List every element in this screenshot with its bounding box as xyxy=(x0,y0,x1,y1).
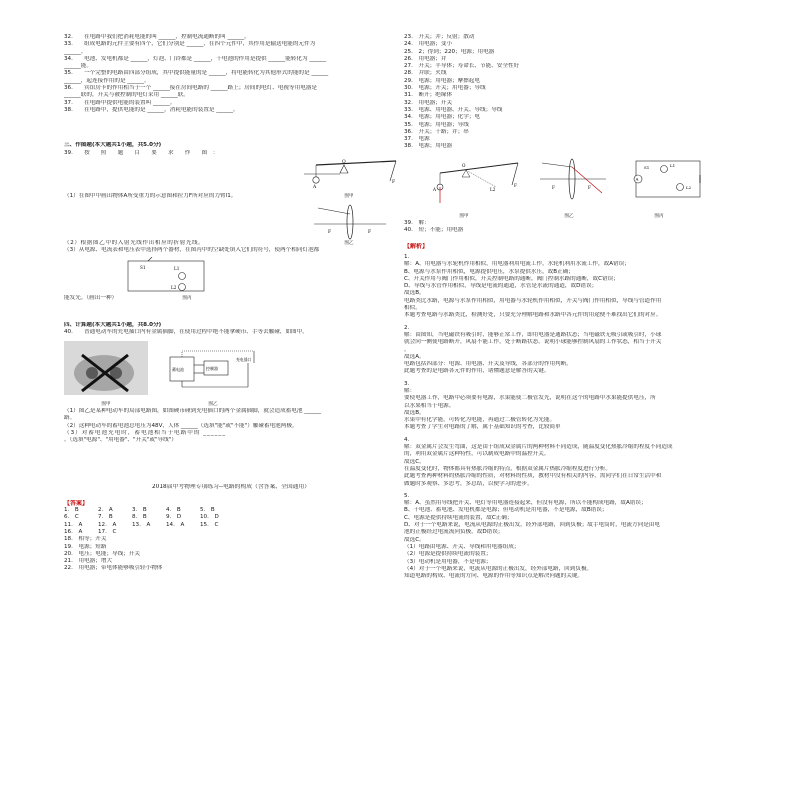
ebike-circuit-figure xyxy=(168,349,268,391)
answer-line: 34. 电源；用电器；化学；电 xyxy=(404,114,481,121)
answer-row xyxy=(64,522,398,529)
analysis-line: 的，利用双金属片这种特性，可以制成电路中的温控开关。 xyxy=(404,451,550,458)
analysis-line: 电路类比水路，电源与水泵作用相似，用电器与水轮机作用相似，开关与阀门作用相似，导线与管道作用 xyxy=(404,297,662,304)
document-title: 2018届中考物理专项练习--电路的构成（含答案、全国通用） xyxy=(151,484,311,491)
answer-label-A: A xyxy=(433,186,437,192)
analysis-line: 要使电器工作，电路中必须要有电源，水果能使二极管发光，说明在这个的电路中水果能提供电压，所 xyxy=(404,395,656,402)
label-L2: L2 xyxy=(171,284,177,290)
section-4-title: 四、计算题(本大题共1小题，共8.0分) xyxy=(64,322,162,329)
lens-figure xyxy=(310,202,390,242)
label-A: A xyxy=(313,184,317,190)
charging-port-photo xyxy=(64,341,148,395)
answer-cell: 3. B xyxy=(132,507,147,514)
q39-figure-jia-area xyxy=(64,157,398,193)
analysis-line: 相似。 xyxy=(404,305,421,312)
answer-line: 31. 断开；绝缘体 xyxy=(404,92,453,99)
analysis-line: D、对于一个电路来说，电流从电源的正极出发，经外部电路，回到负极；故手电筒时，电流方向是由电 xyxy=(404,522,661,529)
label-O: O xyxy=(342,159,346,165)
answer-line: 20. 电压；电能；导线；开关 xyxy=(64,550,141,557)
analysis-line: 就会向一侧使电路断开，风扇不能工作，处于断路状态。说明小球能够控制风扇的工作状态，相当于开关 xyxy=(404,339,662,346)
q40-sub3b: 。（选填"电源"、"用电器"、"开关"或"导线"） xyxy=(64,437,177,444)
answer-row xyxy=(64,529,398,536)
controller-label: 控制器 xyxy=(206,365,218,371)
analysis-line: 水果中有化学能，可转化为电能，再通过二极管转化为光能。 xyxy=(404,417,556,424)
q39-figure-yi-area xyxy=(64,200,398,240)
analysis-line: 解：由图知，当电磁铁有吸引时，能够正常工作，即用电器是通路状态；当电磁铁无吸引或吸引时，小球 xyxy=(404,331,662,338)
answer-cell xyxy=(200,529,234,536)
q40-figure-area xyxy=(64,337,398,401)
q39-sub1-row xyxy=(64,193,398,200)
q39-answer-figures xyxy=(404,151,740,213)
answer-row xyxy=(64,507,398,514)
fill-in-question-line: 36. 宾馆房卡的作用相当于一个 ______接在房间电路的 ______路上；房间的电灯、电视等用电器是 xyxy=(64,85,317,92)
answer-label-S1: S1 xyxy=(644,164,650,170)
lever-figure xyxy=(304,157,404,193)
fill-in-question-line: 38. 在电路中，提供电能的是 ______，消耗电能的装置是 ______。 xyxy=(64,106,239,113)
analysis-line: 做题时多观察、多思考，多总结，以便学习的进步。 xyxy=(404,480,533,487)
left-column xyxy=(64,34,398,573)
answer-lens-figure xyxy=(538,153,608,209)
analysis-line: 在温度变化时，物体都具有热胀冷缩的特点，根据双金属片热胀冷缩程度进行分析。 xyxy=(404,465,611,472)
answer-label-F1: F xyxy=(552,184,555,190)
analysis-line: 本题考查电路与水路类比，检测好处，只要充分理解电路和水路中各元件的用途便不难找出它们的对应。 xyxy=(404,312,662,319)
answer-cell: 1. B xyxy=(64,507,79,514)
analysis-line: 以水果相当于电源。 xyxy=(404,402,455,409)
analysis-label: 【解析】 xyxy=(404,242,429,250)
answer-label-F2: F xyxy=(588,184,591,190)
answer-line: 32. 用电器；开关 xyxy=(404,99,453,106)
answer-line: 26. 用电器；并 xyxy=(404,55,447,62)
label-F: F xyxy=(392,179,396,185)
q39-sub1: （1）在图甲中画出物体A所受重力的示意图和拉力F所对应的力臂l1。 xyxy=(64,192,237,199)
analysis-line: 2. xyxy=(404,324,410,331)
answer-line: 21. 用电器；增大 xyxy=(64,558,113,565)
answer-cell: 6. C xyxy=(64,514,79,521)
analysis-line: 解： xyxy=(404,387,416,394)
answer-label-L1: L1 xyxy=(670,162,676,168)
answer-cell: 12. A xyxy=(98,521,117,528)
answer-label-L2: L2 xyxy=(686,184,692,190)
analysis-body xyxy=(404,254,740,580)
ammeter-symbol: A xyxy=(635,176,639,182)
analysis-line: （2）电源是提供持续电流的装置； xyxy=(404,551,492,558)
analysis-line: 3. xyxy=(404,380,410,387)
q39-answer-label: 39. 解： xyxy=(404,220,430,227)
analysis-line: D、导线与水管作用相似，导线是电流的通道，水管是水流的通道，故D错误； xyxy=(404,283,598,290)
q39-sub2: （2）根据图乙中的入射光线作出相应的折射光线。 xyxy=(64,240,205,247)
answer-row xyxy=(64,514,398,521)
answer-line: 36. 开关；干路；并；串 xyxy=(404,128,469,135)
answer-line: 24. 用电器；变小 xyxy=(404,41,453,48)
analysis-line: 1. xyxy=(404,253,410,260)
fill-in-question-line: 34. 电池、发电机都是 ______，灯泡、门铃都是 ______，干电池的作用是提供 ______能转化为 ______ xyxy=(64,55,327,62)
fig-bing-caption: 图丙 xyxy=(182,295,192,301)
analysis-line: 故选B。 xyxy=(404,290,425,297)
analysis-line: 故选C。 xyxy=(404,536,425,543)
answer-fig-jia-caption: 图甲 xyxy=(459,213,469,219)
fig-yi-caption: 图乙 xyxy=(344,241,354,247)
analysis-line: 知道电路的构成、电流的方向、电源的作用等知识点是解决问题的关键。 xyxy=(404,573,584,580)
label-S1: S1 xyxy=(140,264,146,270)
q40-text: 40. 普通电动车的充电插口内有金属插脚，在使用过程中绝不能拿硬币、手等去触碰，如图甲。 xyxy=(64,329,308,336)
label-F-right: F xyxy=(368,230,372,236)
answer-line: 35. 电源；用电器；导线 xyxy=(404,121,469,128)
analysis-line: B、干电池、蓄电池、发电机都是电源；但电动机是用电器，不是电源，故B错误； xyxy=(404,507,608,514)
answer-cell: 17. C xyxy=(98,528,117,535)
fill-in-question-line: ______能。 xyxy=(64,63,92,70)
answer-cell: 5. B xyxy=(200,507,215,514)
answer-line: 25. 2；得到；220；电源；用电器 xyxy=(404,48,495,55)
fill-in-question-line: ______，起连接作用的是 ______。 xyxy=(64,77,150,84)
port-label: 充电插口 xyxy=(236,356,252,362)
fill-in-question-line: ______。 xyxy=(64,48,87,55)
answer-cell: 8. B xyxy=(132,514,147,521)
answer-cell: 2. A xyxy=(98,507,113,514)
q39-figure-bing-area xyxy=(64,255,398,295)
label-F-left: F xyxy=(328,230,332,236)
fig-jia-caption: 图甲 xyxy=(344,193,354,199)
answer-lines-right xyxy=(404,34,740,151)
answer-lever-figure xyxy=(432,157,522,209)
answer-lines-left xyxy=(64,536,398,572)
answer-cell: 11. A xyxy=(64,521,83,528)
analysis-line: 本题考查了学生对电路的了解，属于基础知识的考查，比较简单 xyxy=(404,424,561,431)
answer-line: 33. 电源、用电器、开关、导线；导线 xyxy=(404,106,503,113)
analysis-line: 故选B。 xyxy=(404,409,425,416)
answer-label: 【答案】 xyxy=(64,499,89,507)
analysis-line: 4. xyxy=(404,436,410,443)
analysis-line: （4）对于一个电路来说，电流从电源的正极出发，经外部电路，回到负极。 xyxy=(404,565,593,572)
answer-line: 27. 开关；半导体；寿命长、节能、安全性好 xyxy=(404,63,520,70)
q39-heading: 39. 按 照 题 目 要 求 作 图 ： xyxy=(64,149,219,156)
analysis-line: 解：A、用电器与水轮机作用相似，用电器利用电流工作，水轮机利用水流工作，故A错误； xyxy=(404,261,630,268)
analysis-line: C、开关作用与阀门作用相似，开关控制电路的通断，阀门控制水路的通断，故C错误； xyxy=(404,275,619,282)
analysis-line: 解：A、虽然用导线把开关、电灯等用电器连接起来，但没有电源，所以不能构成电路，故A错误； xyxy=(404,500,647,507)
answer-line: 18. 相等；开关 xyxy=(64,536,107,543)
analysis-line: 故选C。 xyxy=(404,458,425,465)
q40-answer: 40. 短；不能；用电器 xyxy=(404,227,464,234)
analysis-line: （1）电路由电源、开关、导线和用电器组成； xyxy=(404,543,520,550)
fill-in-questions xyxy=(64,34,398,114)
answer-circuit-figure xyxy=(630,155,710,207)
analysis-line: 池的正极经过电流流向负极，故D错误； xyxy=(404,529,504,536)
answer-line: 37. 电源 xyxy=(404,136,430,143)
analysis-line: C、电源是提供持续电流的装置，故C正确； xyxy=(404,514,513,521)
answer-line: 30. 电源；开关；用电器；导线 xyxy=(404,85,486,92)
right-column xyxy=(404,34,740,580)
analysis-line: 此题考查的是电路各元件的作用，诸懂题意是解答的关键。 xyxy=(404,368,550,375)
answer-cell: 13. A xyxy=(132,521,151,528)
answer-label-F: F xyxy=(514,182,517,188)
q40-sub1: （1）图乙是某种电动车的局部电路图，如图硬币碰到充电插口的两个金属插脚，就会造成蓄电池 ______ xyxy=(64,407,322,414)
q39-sub3b: 能发光。（画出一种） xyxy=(64,294,118,301)
answer-line: 23. 开关；并；反射；散动 xyxy=(404,34,475,40)
section-3-title: 三、作图题(本大题共1小题，共5.0分) xyxy=(64,142,162,149)
analysis-line: 。 xyxy=(404,346,410,353)
answer-cell xyxy=(166,529,200,536)
answer-fig-yi-caption: 图乙 xyxy=(564,213,574,219)
analysis-line: 解：双金属片会发生弯曲，这是由于组成双金属片的两种材料不同造成，随温度变化热胀冷缩的程度不同造成 xyxy=(404,444,673,451)
answer-grid xyxy=(64,507,398,536)
fill-in-question-line: ______联的，开关与被控制的电灯采用 ______联。 xyxy=(64,92,189,99)
answer-line: 29. 电源；用电器；摩擦起电 xyxy=(404,77,481,84)
analysis-line: 5. xyxy=(404,492,410,499)
q40-sub3: （3）对蓄电池充电时，蓄电池相当于电路中的 ______ xyxy=(64,429,226,436)
analysis-line: 故选A。 xyxy=(404,353,425,360)
q40-sub1b: 路。 xyxy=(64,415,76,422)
answer-line: 22. 用电器；带电体能够吸引轻小物体 xyxy=(64,565,163,572)
battery-label: 蓄电池 xyxy=(172,366,184,372)
q39-sub3b-row xyxy=(64,295,398,302)
label-L1: L1 xyxy=(174,265,180,271)
answer-cell: 10. D xyxy=(200,514,219,521)
answer-cell xyxy=(132,529,166,536)
answer-cell: 16. A xyxy=(64,528,83,535)
q40-fig-jia-caption: 图甲 xyxy=(101,401,111,407)
answer-cell: 4. B xyxy=(166,507,181,514)
answer-line: 19. 电源；短路 xyxy=(64,543,107,550)
fill-in-question-line: 32. 在电路中我们把消耗电能的叫 ______，控制电流通断的叫 ______。 xyxy=(64,34,250,40)
answer-label-l1: L2 xyxy=(490,186,496,192)
q39-sub3: （3）从电源、电流表和电压表中选择两个器材，在图丙中的空缺处填入它们的符号，使两个相同灯泡都 xyxy=(64,247,320,254)
answer-line: 28. 并联；火线 xyxy=(404,70,447,77)
answer-line: 38. 电源；用电器 xyxy=(404,143,453,150)
q39-answer-captions xyxy=(404,213,740,220)
circuit-figure xyxy=(124,257,214,297)
analysis-line: （3）电动机是用电器，不是电源； xyxy=(404,558,492,565)
analysis-line: B、电源与水泵作用相似，电源提供电压，水泵提供水压，故B正确； xyxy=(404,268,574,275)
fill-in-question-line: 37. 在电路中提供电能的装置叫 ______。 xyxy=(64,99,176,106)
fill-in-question-line: 33. 组成电路的元件主要有四个，它们分别是 ______，在四个元件中，其作用是输送电能的元件为 xyxy=(64,41,316,48)
answer-cell: 14. A xyxy=(166,521,185,528)
q40-fig-yi-caption: 图乙 xyxy=(208,401,218,407)
answer-label-O: O xyxy=(462,162,466,168)
q40-sub2: （2）这种电动车的蓄电池总电压为48V，人体 ______（选填"能"或"不能"）触碰蓄电池两极。 xyxy=(64,422,298,429)
answer-fig-bing-caption: 图丙 xyxy=(654,213,664,219)
q40-captions xyxy=(64,401,398,408)
answer-cell: 15. C xyxy=(200,521,219,528)
analysis-line: 电路包括四部分：电源、用电器、开关及导线，各部分的作用判断。 xyxy=(404,361,572,368)
analysis-line: 此题考查两种材料的热胀冷缩的性质，对材料的性质，教材中没有相关的内容，需同学们在日常生活中和 xyxy=(404,473,662,480)
answer-cell: 7. B xyxy=(98,514,113,521)
fill-in-question-line: 35. 一个完整的电路由四部分组成，其中提供能量的是 ______，将电能转化为其他形式的能的是 ______ xyxy=(64,70,329,77)
answer-cell: 9. D xyxy=(166,514,182,521)
